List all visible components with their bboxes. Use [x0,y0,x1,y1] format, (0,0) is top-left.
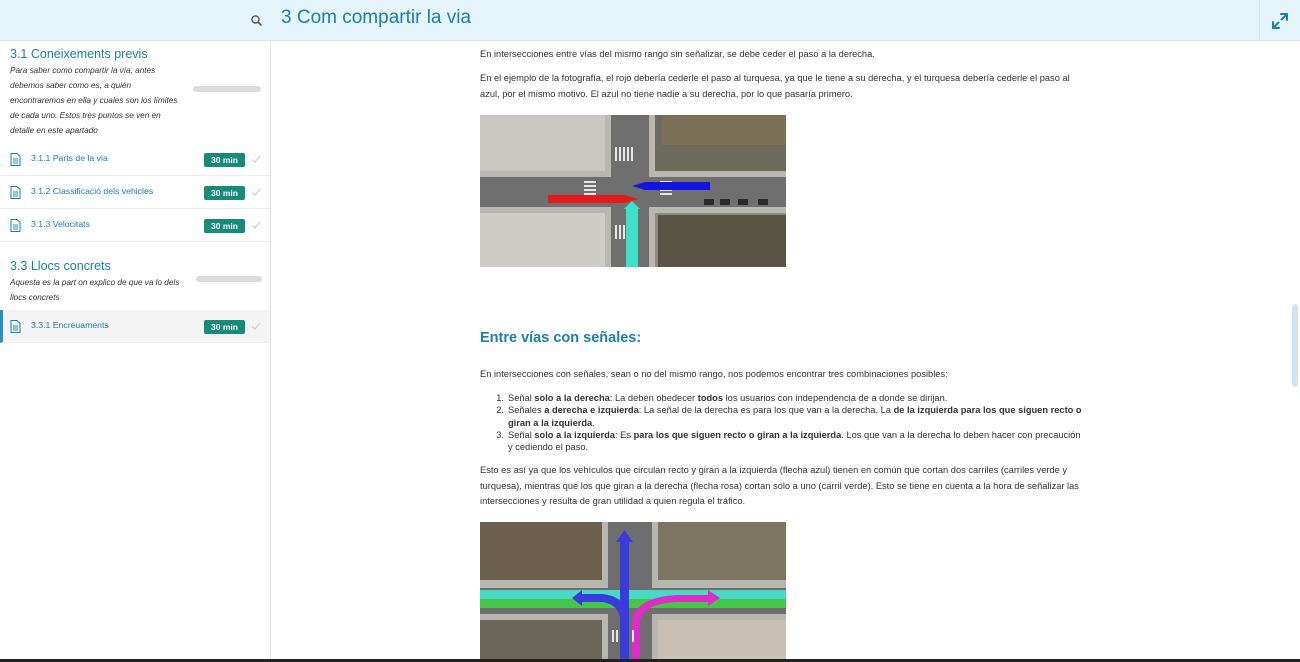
section-heading: Entre vías con señales: [480,330,642,346]
duration-badge: 30 min [204,320,245,334]
lesson-item-velocitats[interactable] [0,209,270,242]
lesson-label: 3.1.3 Velocitats [31,219,90,229]
checkmark-icon [251,187,261,197]
list-item: 2. Señales a derecha e izquierda: La señal de la derecha es para los que van a la derecha. La de la izquierda para los que siguen recto o giran a la izquierda. [496,405,1082,428]
list-item: 1. Señal solo a la derecha: La deben obedecer todos los usuarios con independencia de a donde se dirijan. [496,393,948,403]
search-button[interactable] [248,12,266,30]
lesson-item-parts-de-la-via[interactable] [0,143,270,176]
checkmark-icon [251,321,261,331]
lesson-item-classificacio-dels-vehicles[interactable] [0,176,270,209]
intersection-photo-signalled [480,522,786,662]
paragraph: En intersecciones entre vías del mismo rango sin señalizar, se debe ceder el paso a la derecha. [480,49,875,59]
section-title[interactable]: 3.1 Coneixements previs [10,47,148,61]
list-item: 3. Señal solo a la izquierda: Es para los que siguen recto o giran a la izquierda. Los que van a la derecha lo deben hacer con precaución y cediendo el paso. [496,429,1081,453]
lesson-label: 3.1.2 Classificació dels vehicles [31,186,154,196]
paragraph: Esto es así ya que los vehículos que circulan recto y giran a la izquierda (flecha azul) tienen en común que cortan dos carriles (carriles verde y turquesa), mientras que los que giran a la derecha (flecha rosa) cortan solo a uno (carril verde). Esto se tiene en cuenta a la hora de señalizar las intersecciones y resulta de gran utilidad a quien regula el tráfico. [480,465,1079,506]
signal-combinations-list [480,392,1084,453]
section-progress-bar [196,276,262,282]
course-sidebar [0,41,271,662]
paragraph: En intersecciones con señales, sean o no del mismo rango, nos podemos encontrar tres combinaciones posibles: [480,369,948,379]
intersection-photo-unsignalled [480,115,786,267]
section-progress-bar [193,86,261,92]
document-icon [10,219,21,232]
page-title: 3 Com compartir la via [281,7,472,28]
expand-icon [1271,12,1289,30]
document-icon [10,320,21,333]
section-description: Aquesta es la part on explico de que va lo dels llocs concrets [10,278,180,302]
duration-badge: 30 min [204,219,245,233]
lesson-item-encreuaments[interactable] [0,310,270,343]
lesson-label: 3.1.1 Parts de la via [31,153,108,163]
checkmark-icon [251,154,261,164]
section-title[interactable]: 3.3 Llocs concrets [10,259,111,273]
content-scrollbar[interactable] [1290,41,1300,662]
checkmark-icon [251,220,261,230]
document-icon [10,186,21,199]
lesson-label: 3.3.1 Encreuaments [31,320,109,330]
lesson-content [272,41,1290,662]
document-icon [10,153,21,166]
top-header [0,0,1300,41]
paragraph: En el ejemplo de la fotografía, el rojo debería cederle el paso al turquesa, ya que le tiene a su derecha, y el turquesa debería cederle el paso al azul, por el mismo motivo. El azul no tiene nadie a su derecha, por lo que pasaría primero. [480,73,1070,99]
search-icon [248,12,266,30]
duration-badge: 30 min [204,153,245,167]
section-description: Para saber como compartir la vía, antes debemos saber como es, a quién encontraremos en ella y cuales son los límites de cada uno. Estos tres puntos se ven en detalle en este apartado [10,66,178,135]
scrollbar-thumb[interactable] [1292,304,1298,387]
duration-badge: 30 min [204,186,245,200]
expand-button[interactable] [1259,0,1300,41]
